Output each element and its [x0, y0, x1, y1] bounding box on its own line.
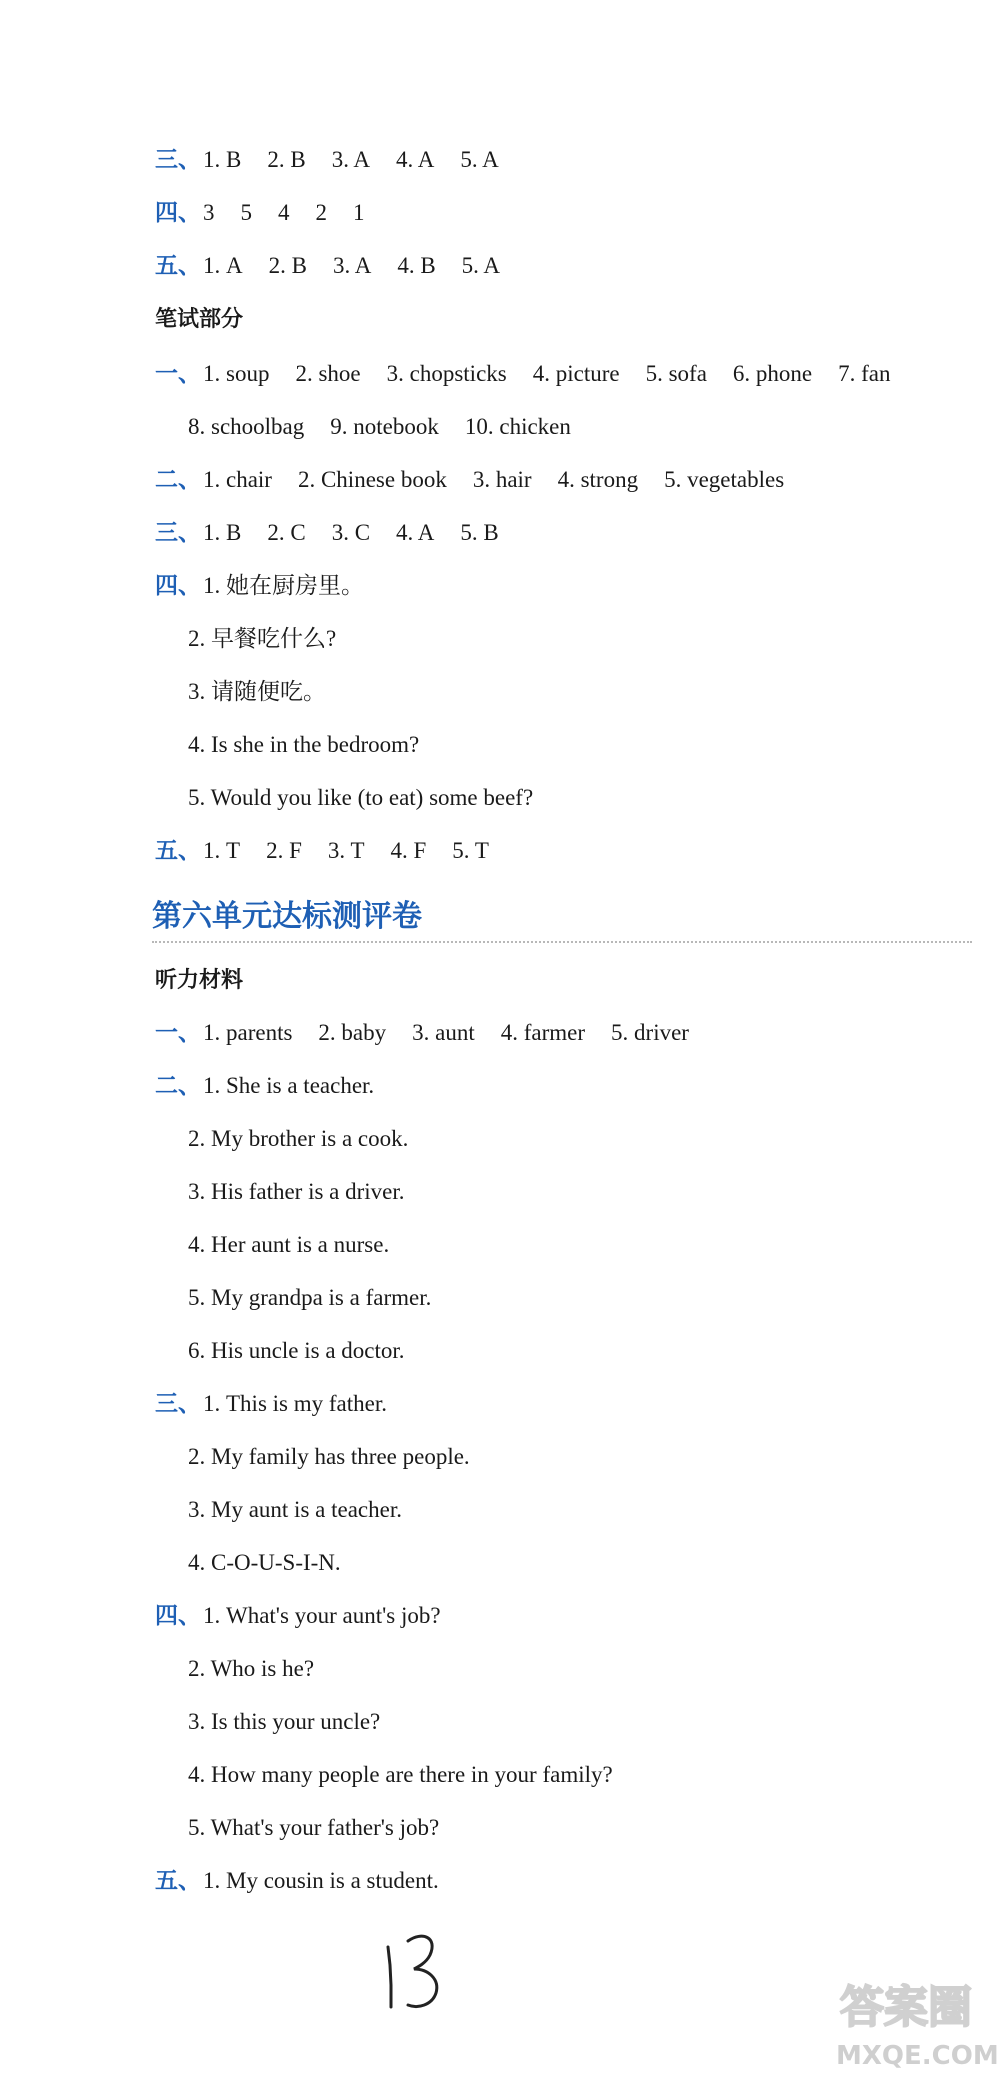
- listening-line-5: [155, 1861, 439, 1901]
- answer-item: 2. B: [267, 147, 306, 172]
- section-number: 三、: [155, 147, 201, 173]
- written-line-4-5: 5. Would you like (to eat) some beef?: [188, 785, 534, 810]
- listening-line-2-3: 3. His father is a driver.: [188, 1179, 405, 1204]
- answer-item: 2: [315, 200, 327, 225]
- listening-line-3: [155, 1384, 387, 1424]
- answer-item: 3. A: [332, 253, 372, 278]
- section-number: 四、: [155, 200, 201, 226]
- answer-item: 1. soup: [203, 361, 270, 386]
- section-number: 五、: [155, 838, 201, 864]
- answer-item: 4. A: [396, 147, 435, 172]
- answer-item: 5. T: [452, 838, 489, 863]
- title-divider: [152, 941, 972, 943]
- answer-item: 2. F: [266, 838, 302, 863]
- answer-line-3: [155, 140, 525, 180]
- listening-line-2-5: 5. My grandpa is a farmer.: [188, 1285, 432, 1310]
- answer-item: 1. B: [203, 147, 242, 172]
- answer-item: 3: [203, 200, 215, 225]
- answer-item: 8. schoolbag: [188, 414, 305, 439]
- answer-item: 1. B: [203, 520, 242, 545]
- answer-item: 5: [240, 200, 252, 225]
- written-line-4-3: 3. 请随便吃。: [188, 679, 326, 704]
- listening-line-2-2: 2. My brother is a cook.: [188, 1126, 409, 1151]
- section-number: 一、: [155, 361, 201, 387]
- section-number: 五、: [155, 253, 201, 279]
- section-number: 二、: [155, 1073, 201, 1099]
- answer-item: 1. A: [203, 253, 243, 278]
- answer-item: 2. C: [267, 520, 306, 545]
- section-number: 四、: [155, 1603, 201, 1629]
- section-number: 四、: [155, 573, 201, 599]
- answer-item: 4. A: [396, 520, 435, 545]
- written-line-5: [155, 831, 515, 871]
- written-line-4-2: 2. 早餐吃什么?: [188, 626, 337, 651]
- answer-text: 1. 她在厨房里。: [203, 573, 364, 598]
- answer-text: 1. My cousin is a student.: [203, 1868, 439, 1893]
- answer-item: 1: [353, 200, 365, 225]
- answer-item: 4. strong: [557, 467, 639, 492]
- section-heading-listening: 听力材料: [155, 968, 244, 993]
- answer-item: 4. F: [390, 838, 427, 863]
- answer-item: 2. B: [268, 253, 307, 278]
- listening-line-3-3: 3. My aunt is a teacher.: [188, 1497, 402, 1522]
- answer-item: 2. baby: [318, 1020, 387, 1045]
- section-heading-written: 笔试部分: [155, 307, 244, 332]
- watermark-logo: [780, 1960, 1000, 2080]
- answer-item: 5. sofa: [645, 361, 707, 386]
- answer-item: 1. parents: [203, 1020, 293, 1045]
- section-number: 三、: [155, 1391, 201, 1417]
- answer-item: 3. T: [327, 838, 365, 863]
- section-number: 二、: [155, 467, 201, 493]
- written-line-4: [155, 566, 364, 606]
- listening-line-4-3: 3. Is this your uncle?: [188, 1709, 381, 1734]
- answer-item: 9. notebook: [330, 414, 439, 439]
- listening-line-3-2: 2. My family has three people.: [188, 1444, 470, 1469]
- answer-item: 4. farmer: [500, 1020, 586, 1045]
- section-number: 一、: [155, 1020, 201, 1046]
- listening-line-2-4: 4. Her aunt is a nurse.: [188, 1232, 390, 1257]
- written-line-3: [155, 513, 525, 553]
- answer-item: 1. chair: [203, 467, 272, 492]
- answer-text: 1. What's your aunt's job?: [203, 1603, 441, 1628]
- answer-line-5: [155, 246, 526, 286]
- listening-line-3-4: 4. C-O-U-S-I-N.: [188, 1550, 341, 1575]
- watermark-domain: MXQE.COM: [836, 2041, 999, 2071]
- listening-line-1: [155, 1013, 715, 1053]
- listening-line-4-4: 4. How many people are there in your family?: [188, 1762, 613, 1787]
- section-number: 五、: [155, 1868, 201, 1894]
- listening-line-2-6: 6. His uncle is a doctor.: [188, 1338, 405, 1363]
- answer-item: 5. A: [461, 253, 500, 278]
- answer-line-4: [155, 193, 391, 233]
- answer-item: 10. chicken: [464, 414, 571, 439]
- listening-line-2: [155, 1066, 374, 1106]
- answer-item: 3. C: [331, 520, 371, 545]
- answer-item: 2. shoe: [295, 361, 361, 386]
- section-number: 三、: [155, 520, 201, 546]
- watermark-text: 答案圈: [840, 1982, 972, 2033]
- answer-item: 5. vegetables: [664, 467, 785, 492]
- answer-item: 7. fan: [838, 361, 891, 386]
- answer-item: 6. phone: [732, 361, 813, 386]
- answer-text: 1. This is my father.: [203, 1391, 387, 1416]
- written-line-4-4: 4. Is she in the bedroom?: [188, 732, 420, 757]
- listening-line-4-5: 5. What's your father's job?: [188, 1815, 440, 1840]
- answer-item: 2. Chinese book: [297, 467, 447, 492]
- handwritten-page-number: [378, 1925, 458, 2020]
- unit-title: 第六单元达标测评卷: [152, 899, 422, 934]
- listening-line-4: [155, 1596, 441, 1636]
- answer-item: 4. picture: [532, 361, 620, 386]
- listening-line-4-2: 2. Who is he?: [188, 1656, 315, 1681]
- answer-item: 4: [278, 200, 290, 225]
- answer-item: 5. B: [460, 520, 499, 545]
- written-line-1-cont: [188, 407, 597, 447]
- answer-item: 3. A: [331, 147, 371, 172]
- answer-item: 3. chopsticks: [386, 361, 507, 386]
- answer-item: 1. T: [203, 838, 241, 863]
- written-line-1: [155, 354, 917, 394]
- answer-item: 3. hair: [472, 467, 532, 492]
- answer-item: 3. aunt: [412, 1020, 475, 1045]
- answer-item: 5. driver: [611, 1020, 689, 1045]
- answer-item: 5. A: [460, 147, 499, 172]
- answer-text: 1. She is a teacher.: [203, 1073, 375, 1098]
- answer-item: 4. B: [397, 253, 436, 278]
- written-line-2: [155, 460, 810, 500]
